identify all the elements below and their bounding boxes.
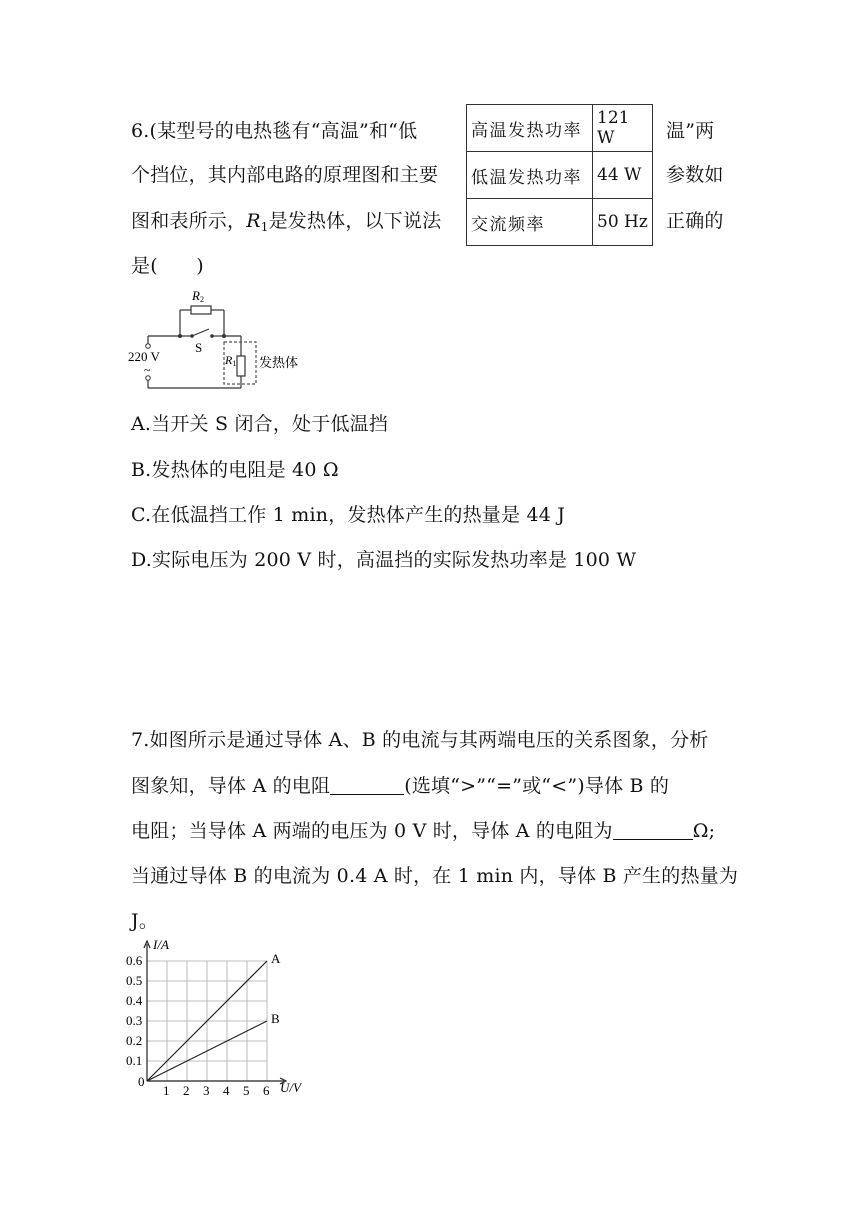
q7-line-3-b: Ω;	[692, 820, 716, 842]
y-tick-label: 0.3	[126, 1013, 143, 1028]
heater-label: 发热体	[259, 355, 299, 370]
y-axis-label: I/A	[153, 937, 169, 952]
y-tick-label: 0.4	[126, 993, 143, 1008]
terminal-icon	[146, 344, 151, 349]
table-cell-value: 121 W	[593, 105, 653, 152]
answer-blank-2[interactable]	[613, 821, 693, 840]
x-tick-label: 6	[263, 1083, 270, 1096]
voltage-label: 220 V	[128, 349, 160, 364]
y-tick-label: 0.1	[126, 1053, 143, 1068]
q7-line-4: 当通过导体 B 的电流为 0.4 A 时，在 1 min 内，导体 B 产生的热量为	[131, 865, 739, 887]
r1-resistor	[237, 356, 245, 376]
switch-contact	[210, 334, 214, 338]
x-tick-label: 2	[183, 1083, 190, 1096]
x-tick-label: 4	[223, 1083, 230, 1096]
q7-line-3-a: 电阻；当导体 A 两端的电压为 0 V 时，导体 A 的电阻为	[131, 820, 613, 842]
answer-blank-1[interactable]	[330, 776, 404, 795]
q7-line-5: J。	[131, 910, 159, 932]
q6-line-1-right: 温”两	[666, 120, 715, 142]
option-a: A.当开关 S 闭合，处于低温挡	[131, 413, 389, 435]
x-tick-label: 3	[203, 1083, 210, 1096]
q7-line-2-a: 图象知，导体 A 的电阻	[131, 775, 331, 797]
table-cell-label: 交流频率	[467, 199, 593, 246]
switch-blade	[192, 329, 209, 336]
q7-line-3	[131, 816, 715, 843]
q6-line-1: 6.(某型号的电热毯有“高温”和“低	[131, 120, 418, 142]
x-axis-label: U/V	[280, 1080, 301, 1095]
q6-line-3-right: 正确的	[666, 210, 724, 232]
table-row	[467, 199, 653, 246]
parameter-table	[466, 104, 653, 246]
y-tick-label: 0.2	[126, 1033, 143, 1048]
series-label-b: B	[271, 1011, 280, 1026]
series-label-a: A	[271, 951, 281, 966]
table-cell-label: 低温发热功率	[467, 152, 593, 199]
y-tick-label: 0.6	[126, 953, 143, 968]
r2-label: R2	[192, 288, 204, 304]
q6-line-2: 个挡位，其内部电路的原理图和主要	[131, 164, 439, 186]
x-tick-label: 5	[243, 1083, 250, 1096]
table-row	[467, 152, 653, 199]
origin-label: 0	[138, 1074, 145, 1089]
q6-line-3	[131, 206, 441, 234]
option-c: C.在低温挡工作 1 min，发热体产生的热量是 44 J	[131, 504, 566, 526]
r1-subscript: 1	[260, 220, 269, 234]
q6-line-4: 是( )	[131, 255, 204, 277]
r1-variable: R	[246, 210, 261, 232]
table-row	[467, 105, 653, 152]
option-d: D.实际电压为 200 V 时，高温挡的实际发热功率是 100 W	[131, 549, 637, 571]
table-cell-label: 高温发热功率	[467, 105, 593, 152]
table-cell-value: 44 W	[593, 152, 653, 199]
ac-symbol: ~	[144, 363, 151, 377]
circuit-diagram	[128, 282, 318, 394]
junction-dot	[222, 334, 226, 338]
r2-resistor	[191, 306, 211, 314]
q6-line-3-pre: 图和表所示，	[131, 210, 247, 232]
q7-line-1: 7.如图所示是通过导体 A、B 的电流与其两端电压的关系图象，分析	[131, 729, 709, 751]
q7-line-2	[131, 771, 669, 798]
iu-chart	[124, 936, 314, 1096]
q6-line-3-post: 是发热体，以下说法	[268, 210, 442, 232]
switch-contact	[190, 334, 194, 338]
q7-line-2-b: (选填“>”“=”或“<”)导体 B 的	[404, 775, 670, 797]
junction-dot	[178, 334, 182, 338]
y-tick-label: 0.5	[126, 973, 143, 988]
table-cell-value: 50 Hz	[593, 199, 653, 246]
option-b: B.发热体的电阻是 40 Ω	[131, 459, 339, 481]
x-tick-label: 1	[163, 1083, 170, 1096]
switch-label: S	[195, 340, 203, 355]
r1-label: R1	[225, 353, 237, 368]
q6-line-2-right: 参数如	[666, 164, 724, 186]
